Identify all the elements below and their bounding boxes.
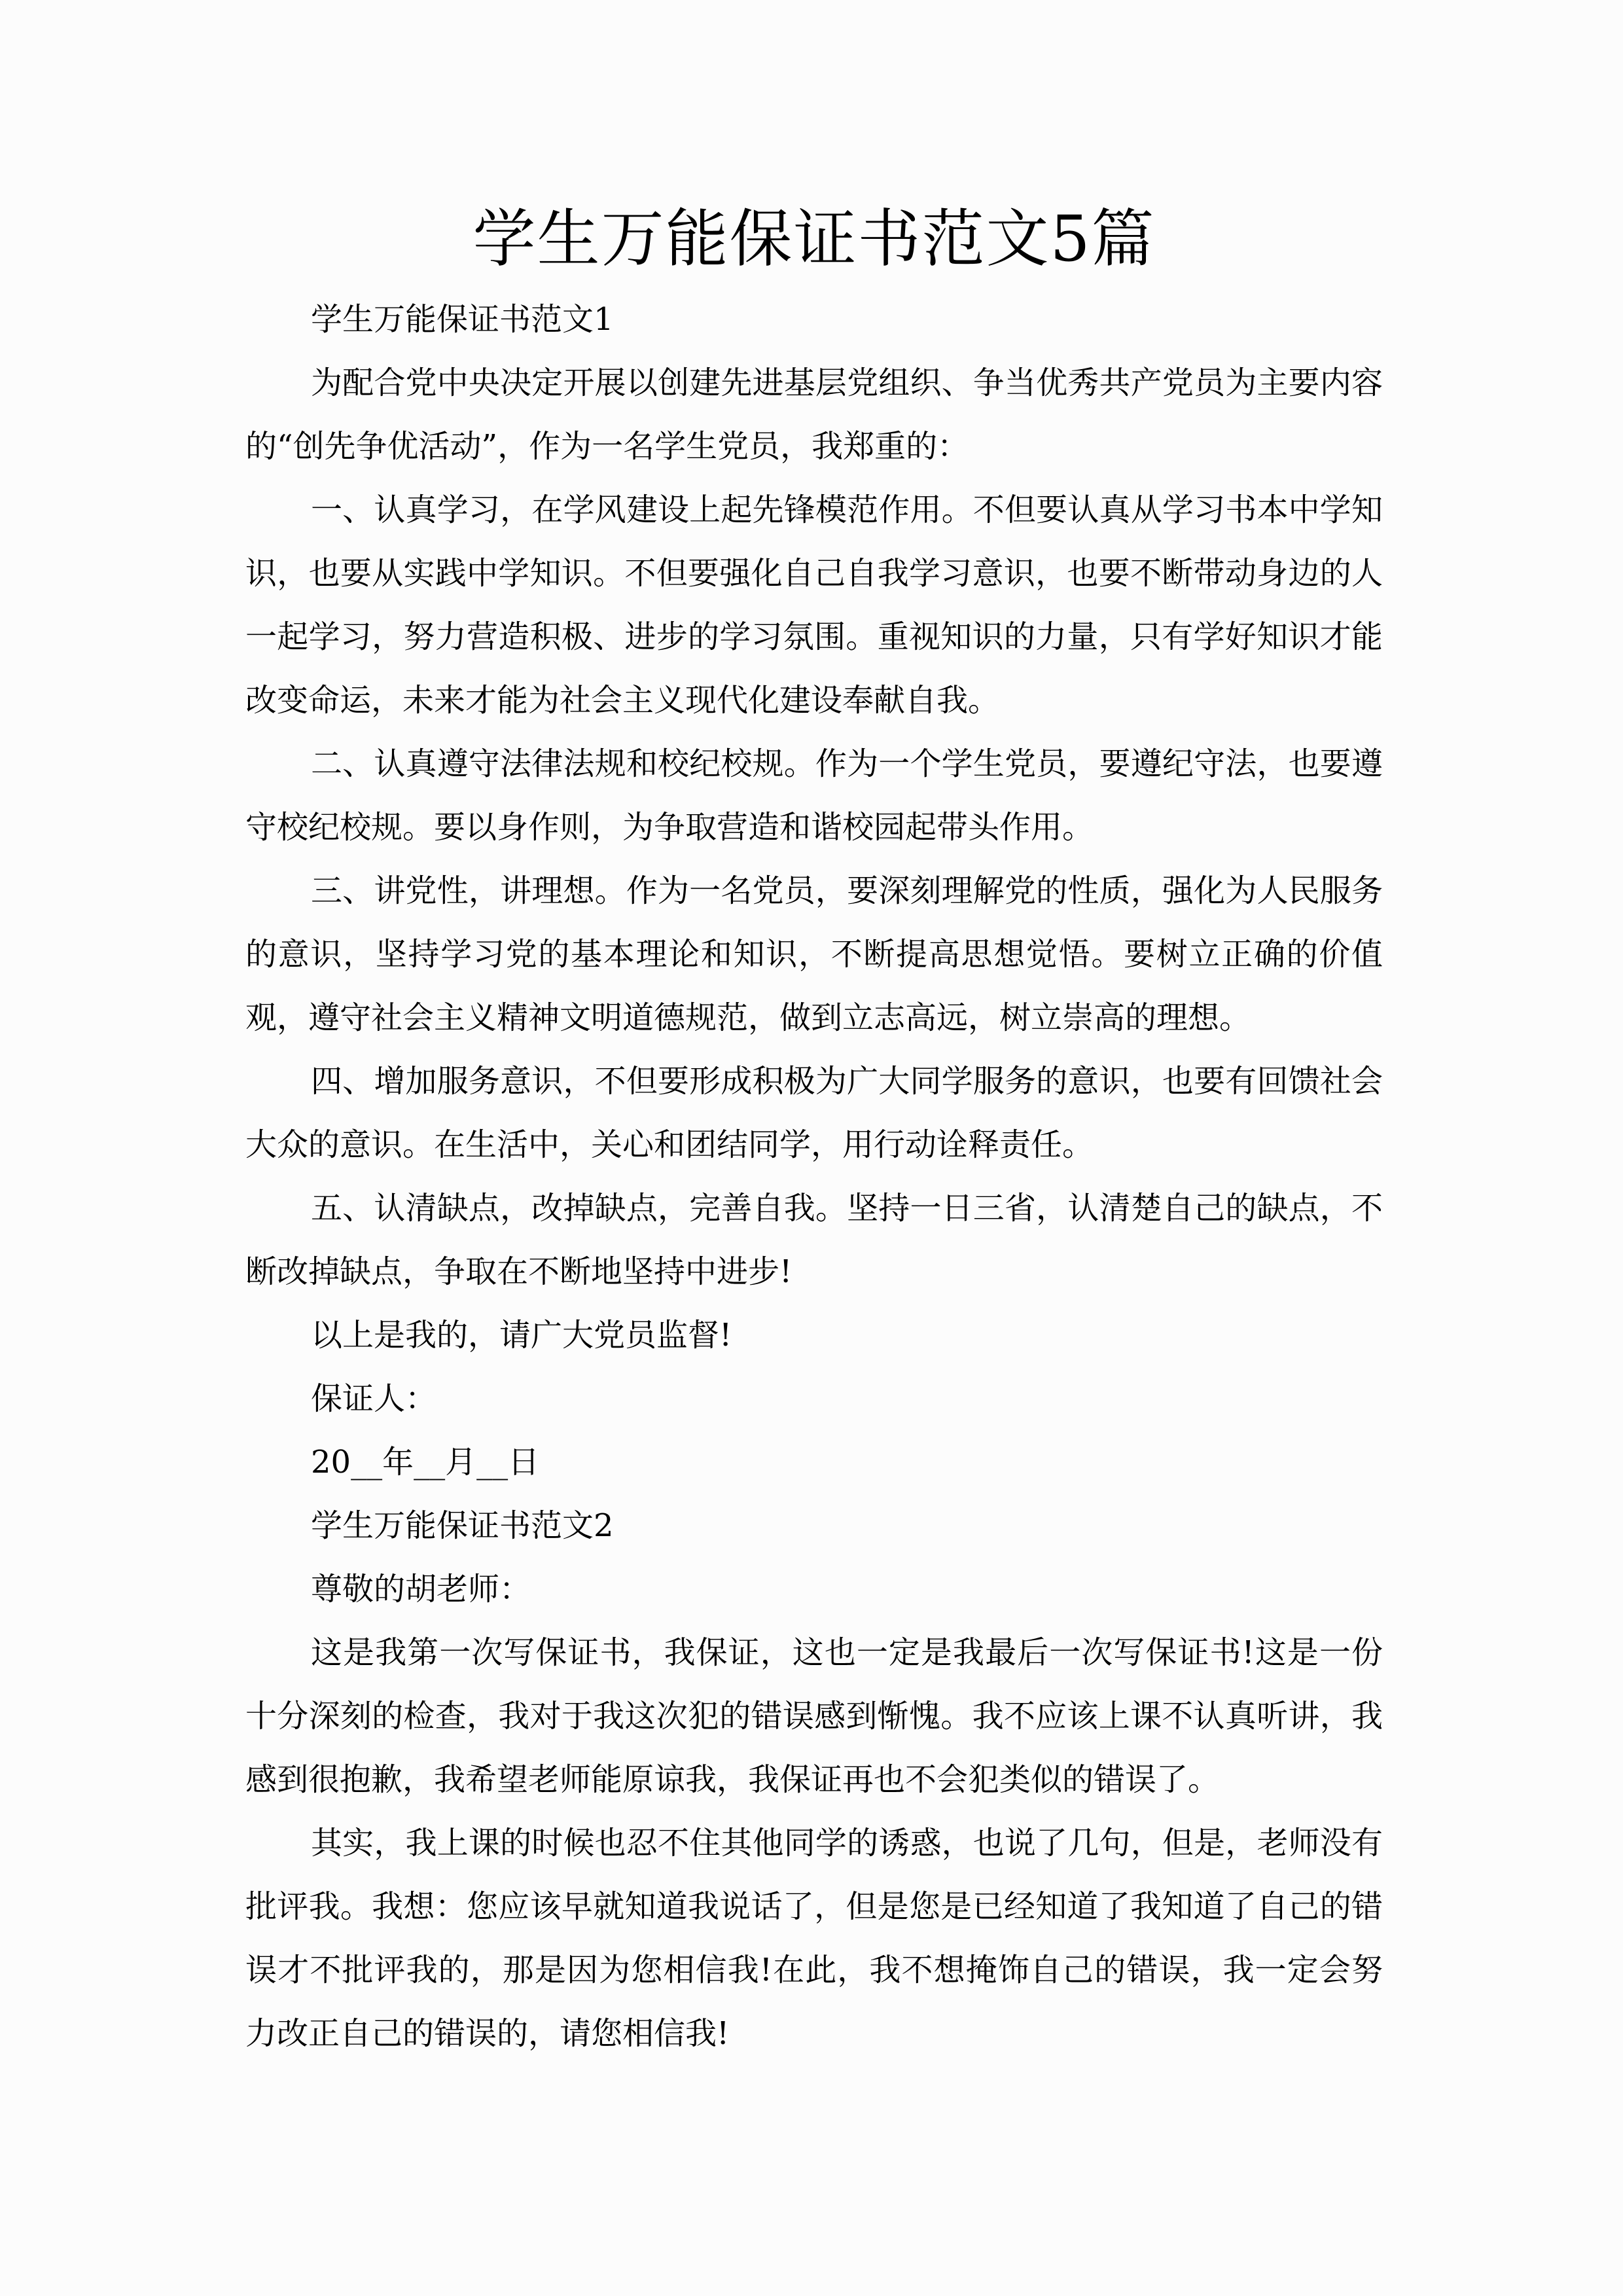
section-heading: 学生万能保证书范文2 [311,1507,614,1544]
signature-line: 保证人： [311,1380,437,1417]
document-title: 学生万能保证书范文5篇 [473,202,1156,276]
paragraph: 其实，我上课的时候也忍不住其他同学的诱惑，也说了几句，但是，老师没有批评我。我想：您应该早就知道我说话了，但是您是已经知道了我知道了自己的错误才不批评我的，那是因为您相信我!在此，我不想掩饰自己的错误，我一定会努力改正自己的错误的，请您相信我! [245,1825,1383,2052]
date-line: 20__年__月__日 [311,1444,540,1480]
salutation: 尊敬的胡老师： [311,1571,531,1607]
paragraph: 这是我第一次写保证书，我保证，这也一定是我最后一次写保证书!这是一份十分深刻的检查，我对于我这次犯的错误感到惭愧。我不应该上课不认真听讲，我感到很抱歉，我希望老师能原谅我，我保证再也不会犯类似的错误了。 [245,1634,1383,1798]
paragraph: 一、认真学习，在学风建设上起先锋模范作用。不但要认真从学习书本中学知识，也要从实践中学知识。不但要强化自己自我学习意识，也要不断带动身边的人一起学习，努力营造积极、进步的学习氛围。重视知识的力量，只有学好知识才能改变命运，未来才能为社会主义现代化建设奉献自我。 [245,492,1383,719]
paragraph: 四、增加服务意识，不但要形成积极为广大同学服务的意识，也要有回馈社会大众的意识。在生活中，关心和团结同学，用行动诠释责任。 [245,1063,1383,1163]
section-heading: 学生万能保证书范文1 [311,301,614,338]
closing-line: 以上是我的，请广大党员监督! [311,1317,732,1354]
paragraph: 二、认真遵守法律法规和校纪校规。作为一个学生党员，要遵纪守法，也要遵守校纪校规。要以身作则，为争取营造和谐校园起带头作用。 [245,745,1383,846]
paragraph: 为配合党中央决定开展以创建先进基层党组织、争当优秀共产党员为主要内容的“创先争优活动”，作为一名学生党员，我郑重的： [245,365,1383,465]
document-body [245,288,1383,2066]
paragraph: 五、认清缺点，改掉缺点，完善自我。坚持一日三省，认清楚自己的缺点，不断改掉缺点，争取在不断地坚持中进步! [245,1190,1383,1290]
paragraph: 三、讲党性，讲理想。作为一名党员，要深刻理解党的性质，强化为人民服务的意识，坚持学习党的基本理论和知识，不断提高思想觉悟。要树立正确的价值观，遵守社会主义精神文明道德规范，做到立志高远，树立崇高的理想。 [245,872,1383,1036]
